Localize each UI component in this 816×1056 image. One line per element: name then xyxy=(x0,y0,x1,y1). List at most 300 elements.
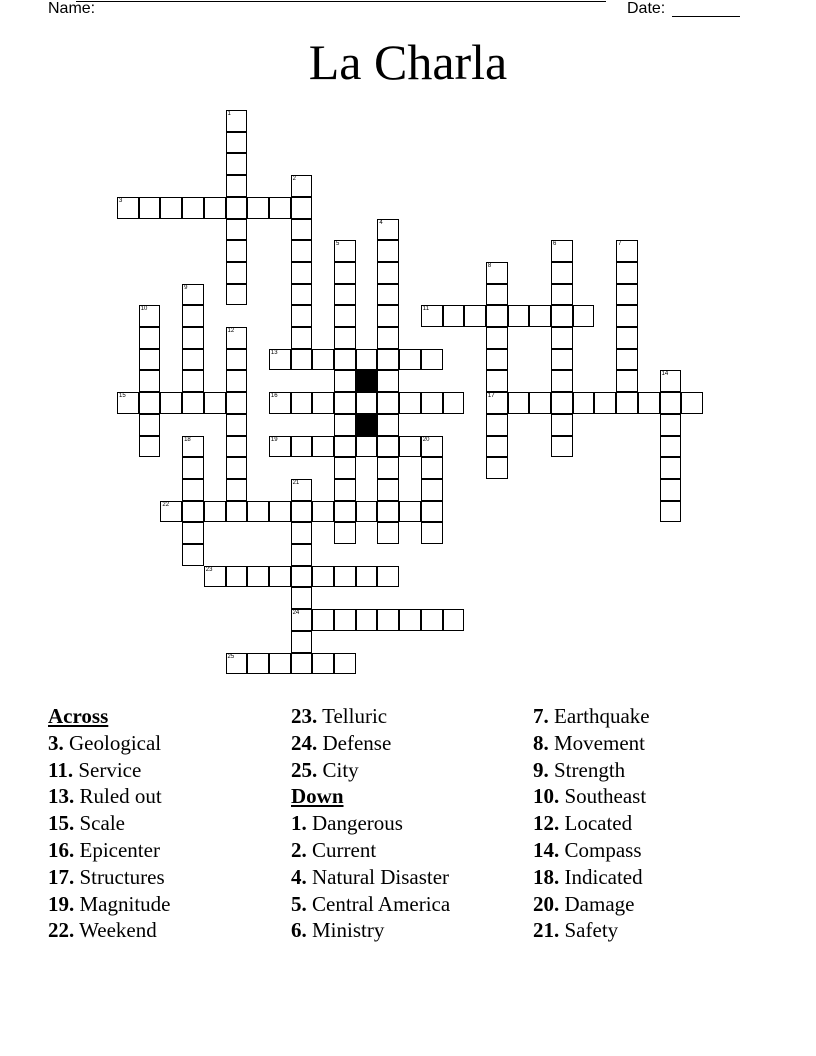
crossword-cell[interactable] xyxy=(334,284,356,306)
clue-item-number: 9. xyxy=(533,757,549,782)
clue-item-number: 3. xyxy=(48,730,64,755)
name-label: Name: xyxy=(48,0,96,17)
crossword-cell[interactable] xyxy=(399,609,421,631)
crossword-cell[interactable] xyxy=(377,349,399,371)
clue-number-label: 20 xyxy=(422,436,430,443)
clue-item-text: Telluric xyxy=(322,704,388,728)
crossword-cell[interactable] xyxy=(616,262,638,284)
clue-item-text: Service xyxy=(78,757,142,782)
date-label: Date: xyxy=(627,0,666,17)
crossword-cell[interactable] xyxy=(334,436,356,458)
clue-item-text: Natural Disaster xyxy=(312,864,450,889)
clue-number-label: 24 xyxy=(292,610,300,617)
crossword-cell[interactable] xyxy=(160,197,182,219)
clue-item-text: City xyxy=(322,757,359,782)
clue-number-label: 18 xyxy=(184,436,191,443)
clue-item-number: 2. xyxy=(291,837,307,862)
clue-item-number: 10. xyxy=(533,784,560,809)
crossword-cell[interactable] xyxy=(508,305,530,327)
crossword-cell[interactable] xyxy=(551,305,573,327)
crossword-cell[interactable] xyxy=(291,631,313,653)
clue-item-text: Weekend xyxy=(79,918,157,943)
clue-item-number: 25. xyxy=(291,757,318,782)
crossword-cell[interactable] xyxy=(312,392,334,414)
clue-column-3 xyxy=(533,703,650,944)
clue-item-number: 6. xyxy=(291,918,307,943)
clue-heading-across: Across xyxy=(48,704,109,728)
crossword-cell[interactable] xyxy=(443,609,465,631)
crossword-cell[interactable] xyxy=(226,175,248,197)
crossword-cell[interactable] xyxy=(182,305,204,327)
crossword-cell[interactable] xyxy=(356,566,378,588)
crossword-cell[interactable] xyxy=(182,370,204,392)
clue-number-label: 21 xyxy=(292,479,300,486)
crossword-cell[interactable] xyxy=(377,414,399,436)
clue-item xyxy=(533,917,650,944)
crossword-black-cell xyxy=(356,370,378,392)
crossword-cell[interactable] xyxy=(334,240,356,262)
crossword-cell[interactable] xyxy=(334,501,356,523)
clue-item-text: Structures xyxy=(79,864,165,889)
crossword-cell[interactable] xyxy=(660,436,682,458)
crossword-cell[interactable] xyxy=(291,240,313,262)
crossword-cell[interactable] xyxy=(486,370,508,392)
clue-item-number: 18. xyxy=(533,864,560,889)
crossword-cell[interactable] xyxy=(377,609,399,631)
crossword-black-cell xyxy=(356,414,378,436)
crossword-cell[interactable] xyxy=(486,327,508,349)
crossword-cell[interactable] xyxy=(551,327,573,349)
crossword-cell[interactable] xyxy=(616,392,638,414)
crossword-cell[interactable] xyxy=(226,370,248,392)
clue-item-text: Geological xyxy=(69,730,162,755)
clue-item-number: 23. xyxy=(291,704,318,728)
clue-item-number: 17. xyxy=(48,864,75,889)
crossword-cell[interactable] xyxy=(291,587,313,609)
clue-heading-down: Down xyxy=(291,784,344,809)
crossword-cell[interactable] xyxy=(291,219,313,241)
clue-item xyxy=(533,783,650,810)
clue-number-label: 19 xyxy=(270,436,278,443)
crossword-cell[interactable] xyxy=(269,349,291,371)
crossword-cell[interactable] xyxy=(269,501,291,523)
clue-item-text: Safety xyxy=(564,918,619,943)
clue-item-text: Compass xyxy=(564,837,642,862)
crossword-cell[interactable] xyxy=(204,501,226,523)
clue-item xyxy=(533,703,650,730)
crossword-cell[interactable] xyxy=(291,305,313,327)
clue-item-number: 7. xyxy=(533,704,549,728)
crossword-cell[interactable] xyxy=(660,370,682,392)
crossword-cell[interactable] xyxy=(291,544,313,566)
crossword-cell[interactable] xyxy=(486,305,508,327)
crossword-cell[interactable] xyxy=(616,327,638,349)
clue-item xyxy=(533,891,650,918)
clue-number-label: 11 xyxy=(422,306,430,313)
crossword-cell[interactable] xyxy=(139,392,161,414)
crossword-cell[interactable] xyxy=(334,349,356,371)
crossword-cell[interactable] xyxy=(443,392,465,414)
crossword-cell[interactable] xyxy=(399,436,421,458)
crossword-cell[interactable] xyxy=(226,197,248,219)
crossword-cell[interactable] xyxy=(421,305,443,327)
crossword-cell[interactable] xyxy=(443,305,465,327)
crossword-cell[interactable] xyxy=(616,370,638,392)
crossword-cell[interactable] xyxy=(182,392,204,414)
crossword-cell[interactable] xyxy=(160,392,182,414)
crossword-cell[interactable] xyxy=(464,305,486,327)
clue-number-label: 7 xyxy=(618,241,622,248)
crossword-cell[interactable] xyxy=(247,197,269,219)
crossword-cell[interactable] xyxy=(616,349,638,371)
crossword-cell[interactable] xyxy=(226,566,248,588)
crossword-cell[interactable] xyxy=(269,436,291,458)
crossword-cell[interactable] xyxy=(486,349,508,371)
crossword-cell[interactable] xyxy=(334,262,356,284)
crossword-cell[interactable] xyxy=(226,262,248,284)
crossword-cell[interactable] xyxy=(377,219,399,241)
clue-item xyxy=(291,864,450,891)
clue-item-text: Scale xyxy=(79,811,125,836)
clue-item xyxy=(48,864,170,891)
crossword-cell[interactable] xyxy=(160,501,182,523)
crossword-cell[interactable] xyxy=(291,262,313,284)
clue-item xyxy=(291,730,450,757)
clue-item xyxy=(48,730,170,757)
crossword-cell[interactable] xyxy=(269,197,291,219)
crossword-cell[interactable] xyxy=(247,653,269,675)
crossword-cell[interactable] xyxy=(291,522,313,544)
crossword-cell[interactable] xyxy=(334,457,356,479)
clue-item-number: 12. xyxy=(533,811,560,836)
crossword-cell[interactable] xyxy=(616,305,638,327)
crossword-cell[interactable] xyxy=(226,653,248,675)
crossword-cell[interactable] xyxy=(486,457,508,479)
crossword-cell[interactable] xyxy=(334,392,356,414)
clue-item-text: Indicated xyxy=(564,864,643,889)
crossword-cell[interactable] xyxy=(204,566,226,588)
clue-item xyxy=(291,757,450,784)
crossword-cell[interactable] xyxy=(681,392,703,414)
crossword-cell[interactable] xyxy=(139,327,161,349)
clue-number-label: 12 xyxy=(227,328,235,334)
crossword-cell[interactable] xyxy=(421,349,443,371)
clue-item xyxy=(48,891,170,918)
crossword-cell[interactable] xyxy=(139,197,161,219)
crossword-cell[interactable] xyxy=(182,327,204,349)
crossword-cell[interactable] xyxy=(356,392,378,414)
crossword-cell[interactable] xyxy=(204,197,226,219)
crossword-cell[interactable] xyxy=(334,305,356,327)
crossword-cell[interactable] xyxy=(377,392,399,414)
crossword-cell[interactable] xyxy=(291,349,313,371)
clue-number-label: 1 xyxy=(227,111,231,117)
crossword-cell[interactable] xyxy=(226,153,248,175)
clue-number-label: 14 xyxy=(661,371,669,378)
crossword-cell[interactable] xyxy=(508,392,530,414)
crossword-cell[interactable] xyxy=(226,219,248,241)
clue-number-label: 6 xyxy=(553,241,557,248)
clue-item xyxy=(48,757,170,784)
crossword-cell[interactable] xyxy=(399,392,421,414)
crossword-cell[interactable] xyxy=(117,392,139,414)
clue-item-number: 16. xyxy=(48,837,75,862)
crossword-cell[interactable] xyxy=(377,305,399,327)
crossword-cell[interactable] xyxy=(139,414,161,436)
crossword-cell[interactable] xyxy=(377,479,399,501)
crossword-cell[interactable] xyxy=(291,501,313,523)
crossword-cell[interactable] xyxy=(182,522,204,544)
clue-item xyxy=(291,810,450,837)
crossword-cell[interactable] xyxy=(226,457,248,479)
crossword-cell[interactable] xyxy=(226,392,248,414)
crossword-cell[interactable] xyxy=(312,566,334,588)
clue-number-label: 3 xyxy=(119,197,123,204)
crossword-cell[interactable] xyxy=(312,653,334,675)
crossword-cell[interactable] xyxy=(334,566,356,588)
clue-item xyxy=(291,891,450,918)
clue-item xyxy=(48,810,170,837)
crossword-cell[interactable] xyxy=(182,479,204,501)
crossword-cell[interactable] xyxy=(551,349,573,371)
clue-item-text: Strength xyxy=(554,757,626,782)
crossword-cell[interactable] xyxy=(291,653,313,675)
crossword-cell[interactable] xyxy=(226,240,248,262)
crossword-cell[interactable] xyxy=(334,609,356,631)
clue-item-number: 24. xyxy=(291,730,318,755)
clue-number-label: 16 xyxy=(270,393,278,400)
clue-item-text: Magnitude xyxy=(79,891,171,916)
clue-number-label: 13 xyxy=(270,349,278,356)
crossword-cell[interactable] xyxy=(486,284,508,306)
crossword-cell[interactable] xyxy=(377,327,399,349)
crossword-cell[interactable] xyxy=(486,414,508,436)
crossword-cell[interactable] xyxy=(117,197,139,219)
clue-item-text: Located xyxy=(564,811,633,836)
crossword-cell[interactable] xyxy=(182,457,204,479)
clue-item-text: Current xyxy=(312,837,377,862)
crossword-cell[interactable] xyxy=(269,566,291,588)
clue-number-label: 25 xyxy=(227,653,235,660)
crossword-cell[interactable] xyxy=(638,392,660,414)
page-title: La Charla xyxy=(308,34,508,90)
crossword-cell[interactable] xyxy=(204,392,226,414)
crossword-cell[interactable] xyxy=(421,522,443,544)
crossword-cell[interactable] xyxy=(573,305,595,327)
clue-item-number: 15. xyxy=(48,811,75,836)
clue-number-label: 23 xyxy=(205,566,213,573)
clue-number-label: 17 xyxy=(487,393,495,400)
crossword-cell[interactable] xyxy=(334,414,356,436)
crossword-cell[interactable] xyxy=(551,240,573,262)
clue-column-1 xyxy=(48,703,170,944)
crossword-cell[interactable] xyxy=(226,501,248,523)
clue-number-label: 8 xyxy=(487,262,492,269)
crossword-cell[interactable] xyxy=(551,284,573,306)
crossword-cell[interactable] xyxy=(312,609,334,631)
crossword-cell[interactable] xyxy=(226,132,248,154)
clue-item xyxy=(291,837,450,864)
crossword-cell[interactable] xyxy=(291,327,313,349)
crossword-cell[interactable] xyxy=(551,370,573,392)
crossword-cell[interactable] xyxy=(291,566,313,588)
crossword-cell[interactable] xyxy=(377,457,399,479)
crossword-cell[interactable] xyxy=(377,436,399,458)
clue-item-number: 14. xyxy=(533,837,560,862)
crossword-cell[interactable] xyxy=(486,392,508,414)
crossword-cell[interactable] xyxy=(377,284,399,306)
crossword-cell[interactable] xyxy=(660,479,682,501)
crossword-cell[interactable] xyxy=(421,436,443,458)
crossword-cell[interactable] xyxy=(226,436,248,458)
crossword-cell[interactable] xyxy=(334,479,356,501)
clue-item xyxy=(533,837,650,864)
crossword-cell[interactable] xyxy=(182,284,204,306)
clue-item-text: Damage xyxy=(564,891,635,916)
crossword-cell[interactable] xyxy=(312,349,334,371)
crossword-cell[interactable] xyxy=(616,284,638,306)
crossword-cell[interactable] xyxy=(312,501,334,523)
crossword-cell[interactable] xyxy=(291,609,313,631)
clue-item-text: Movement xyxy=(554,730,645,755)
crossword-cell[interactable] xyxy=(356,609,378,631)
crossword-cell[interactable] xyxy=(291,284,313,306)
clue-item xyxy=(533,730,650,757)
crossword-cell[interactable] xyxy=(356,436,378,458)
clue-number-label: 5 xyxy=(336,241,340,248)
crossword-cell[interactable] xyxy=(291,175,313,197)
crossword-cell[interactable] xyxy=(529,305,551,327)
clue-item xyxy=(291,917,450,944)
clue-item xyxy=(48,917,170,944)
clue-item xyxy=(533,810,650,837)
crossword-cell[interactable] xyxy=(226,349,248,371)
crossword-cell[interactable] xyxy=(269,653,291,675)
crossword-cell[interactable] xyxy=(616,240,638,262)
clue-item-text: Southeast xyxy=(564,784,647,809)
crossword-cell[interactable] xyxy=(421,392,443,414)
crossword-cell[interactable] xyxy=(312,436,334,458)
crossword-cell[interactable] xyxy=(399,349,421,371)
crossword-cell[interactable] xyxy=(551,436,573,458)
clue-item-text: Ruled out xyxy=(79,784,162,809)
crossword-cell[interactable] xyxy=(421,501,443,523)
clue-item xyxy=(48,837,170,864)
crossword-cell[interactable] xyxy=(226,110,248,132)
crossword-cell[interactable] xyxy=(247,566,269,588)
clue-item-number: 22. xyxy=(48,918,75,943)
crossword-cell[interactable] xyxy=(291,436,313,458)
crossword-cell[interactable] xyxy=(182,197,204,219)
clue-item-number: 8. xyxy=(533,730,549,755)
crossword-cell[interactable] xyxy=(226,479,248,501)
crossword-cell[interactable] xyxy=(573,392,595,414)
crossword-cell[interactable] xyxy=(269,392,291,414)
crossword-cell[interactable] xyxy=(551,392,573,414)
clue-number-label: 2 xyxy=(292,176,296,183)
crossword-cell[interactable] xyxy=(139,349,161,371)
clue-item-text: Central America xyxy=(312,891,451,916)
clue-item-number: 5. xyxy=(291,891,307,916)
crossword-cell[interactable] xyxy=(377,522,399,544)
crossword-cell[interactable] xyxy=(356,349,378,371)
crossword-cell[interactable] xyxy=(139,436,161,458)
clue-item xyxy=(48,783,170,810)
clue-item-number: 21. xyxy=(533,918,560,943)
crossword-cell[interactable] xyxy=(377,566,399,588)
crossword-cell[interactable] xyxy=(660,392,682,414)
crossword-cell[interactable] xyxy=(226,284,248,306)
clue-item-text: Dangerous xyxy=(312,811,403,836)
clue-column-2 xyxy=(291,703,450,944)
crossword-cell[interactable] xyxy=(334,653,356,675)
crossword-cell[interactable] xyxy=(291,197,313,219)
crossword-cell[interactable] xyxy=(226,414,248,436)
clue-item-text: Earthquake xyxy=(554,704,650,728)
crossword-cell[interactable] xyxy=(334,522,356,544)
crossword-cell[interactable] xyxy=(421,457,443,479)
crossword-cell[interactable] xyxy=(377,240,399,262)
clue-item xyxy=(291,703,450,730)
crossword-cell[interactable] xyxy=(421,479,443,501)
crossword-cell[interactable] xyxy=(551,262,573,284)
clue-item-number: 20. xyxy=(533,891,560,916)
crossword-cell[interactable] xyxy=(421,609,443,631)
clue-item xyxy=(533,757,650,784)
clue-item-text: Ministry xyxy=(312,918,385,943)
clue-item-text: Defense xyxy=(322,730,392,755)
crossword-cell[interactable] xyxy=(377,501,399,523)
clue-number-label: 9 xyxy=(184,284,188,291)
crossword-cell[interactable] xyxy=(182,501,204,523)
clue-number-label: 4 xyxy=(379,219,383,226)
crossword-cell[interactable] xyxy=(182,349,204,371)
clue-item-number: 11. xyxy=(48,757,74,782)
crossword-cell[interactable] xyxy=(139,305,161,327)
crossword-cell[interactable] xyxy=(594,392,616,414)
crossword-cell[interactable] xyxy=(334,327,356,349)
clue-number-label: 22 xyxy=(162,501,170,508)
crossword-cell[interactable] xyxy=(660,501,682,523)
clue-number-label: 10 xyxy=(140,306,148,313)
crossword-cell[interactable] xyxy=(334,370,356,392)
crossword-cell[interactable] xyxy=(226,327,248,349)
crossword-cell[interactable] xyxy=(529,392,551,414)
crossword-cell[interactable] xyxy=(660,414,682,436)
crossword-cell[interactable] xyxy=(377,262,399,284)
crossword-cell[interactable] xyxy=(291,479,313,501)
clue-item-number: 1. xyxy=(291,811,307,836)
crossword-cell[interactable] xyxy=(182,544,204,566)
clue-item-number: 4. xyxy=(291,864,307,889)
clue-item xyxy=(533,864,650,891)
crossword-cell[interactable] xyxy=(399,501,421,523)
crossword-cell[interactable] xyxy=(660,457,682,479)
clue-item-text: Epicenter xyxy=(79,837,160,862)
crossword-cell[interactable] xyxy=(139,370,161,392)
crossword-cell[interactable] xyxy=(182,436,204,458)
clue-number-label: 15 xyxy=(119,393,126,400)
crossword-cell[interactable] xyxy=(291,392,313,414)
crossword-cell[interactable] xyxy=(377,370,399,392)
clue-item-number: 19. xyxy=(48,891,75,916)
crossword-cell[interactable] xyxy=(356,501,378,523)
clue-item-number: 13. xyxy=(48,784,75,809)
crossword-cell[interactable] xyxy=(486,436,508,458)
crossword-cell[interactable] xyxy=(551,414,573,436)
crossword-cell[interactable] xyxy=(247,501,269,523)
crossword-cell[interactable] xyxy=(486,262,508,284)
